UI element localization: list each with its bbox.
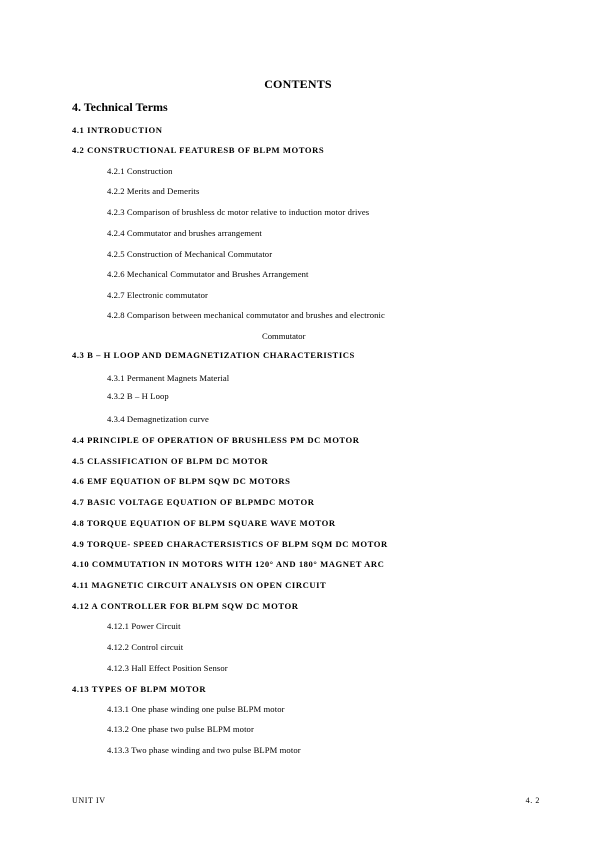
toc-subsection: 4.12.3 Hall Effect Position Sensor bbox=[107, 663, 228, 673]
toc-subsection: 4.2.6 Mechanical Commutator and Brushes Arrangement bbox=[107, 269, 309, 279]
toc-subsection: 4.3.2 B – H Loop bbox=[107, 391, 169, 401]
toc-section: 4.5 CLASSIFICATION OF BLPM DC MOTOR bbox=[72, 456, 269, 466]
toc-subsection: 4.2.1 Construction bbox=[107, 166, 173, 176]
toc-subsection: 4.2.7 Electronic commutator bbox=[107, 290, 209, 300]
toc-subsection: 4.2.5 Construction of Mechanical Commutator bbox=[107, 249, 273, 259]
footer-page-number: 4. 2 bbox=[525, 796, 540, 805]
toc-subsection: 4.2.4 Commutator and brushes arrangement bbox=[107, 228, 262, 238]
toc-subsection: 4.2.3 Comparison of brushless dc motor relative to induction motor drives bbox=[107, 207, 370, 217]
toc-subsection-continuation: Commutator bbox=[262, 331, 306, 341]
toc-section: 4.11 MAGNETIC CIRCUIT ANALYSIS ON OPEN CIRCUIT bbox=[72, 580, 327, 590]
footer-unit: UNIT IV bbox=[72, 796, 106, 805]
toc-subsection: 4.13.3 Two phase winding and two pulse BLPM motor bbox=[107, 745, 301, 755]
chapter-heading: 4. Technical Terms bbox=[72, 100, 168, 114]
toc-subsection: 4.12.1 Power Circuit bbox=[107, 621, 181, 631]
toc-section: 4.10 COMMUTATION IN MOTORS WITH 120° AND 180° MAGNET ARC bbox=[72, 559, 385, 569]
toc-subsection: 4.2.8 Comparison between mechanical commutator and brushes and electronic bbox=[107, 310, 385, 320]
toc-subsection: 4.13.1 One phase winding one pulse BLPM motor bbox=[107, 704, 285, 714]
toc-section: 4.12 A CONTROLLER FOR BLPM SQW DC MOTOR bbox=[72, 601, 299, 611]
toc-section: 4.6 EMF EQUATION OF BLPM SQW DC MOTORS bbox=[72, 476, 291, 486]
toc-section: 4.3 B – H LOOP AND DEMAGNETIZATION CHARACTERISTICS bbox=[72, 350, 355, 360]
toc-section: 4.2 CONSTRUCTIONAL FEATURESB OF BLPM MOTORS bbox=[72, 145, 325, 155]
toc-subsection: 4.3.1 Permanent Magnets Material bbox=[107, 373, 230, 383]
toc-section: 4.13 TYPES OF BLPM MOTOR bbox=[72, 684, 207, 694]
toc-section: 4.1 INTRODUCTION bbox=[72, 125, 163, 135]
toc-subsection: 4.12.2 Control circuit bbox=[107, 642, 184, 652]
toc-subsection: 4.13.2 One phase two pulse BLPM motor bbox=[107, 724, 254, 734]
toc-subsection: 4.3.4 Demagnetization curve bbox=[107, 414, 209, 424]
toc-subsection: 4.2.2 Merits and Demerits bbox=[107, 186, 200, 196]
page-title: CONTENTS bbox=[264, 77, 332, 91]
toc-section: 4.8 TORQUE EQUATION OF BLPM SQUARE WAVE MOTOR bbox=[72, 518, 336, 528]
toc-section: 4.7 BASIC VOLTAGE EQUATION OF BLPMDC MOTOR bbox=[72, 497, 315, 507]
toc-section: 4.4 PRINCIPLE OF OPERATION OF BRUSHLESS PM DC MOTOR bbox=[72, 435, 360, 445]
toc-section: 4.9 TORQUE- SPEED CHARACTERSISTICS OF BLPM SQM DC MOTOR bbox=[72, 539, 388, 549]
